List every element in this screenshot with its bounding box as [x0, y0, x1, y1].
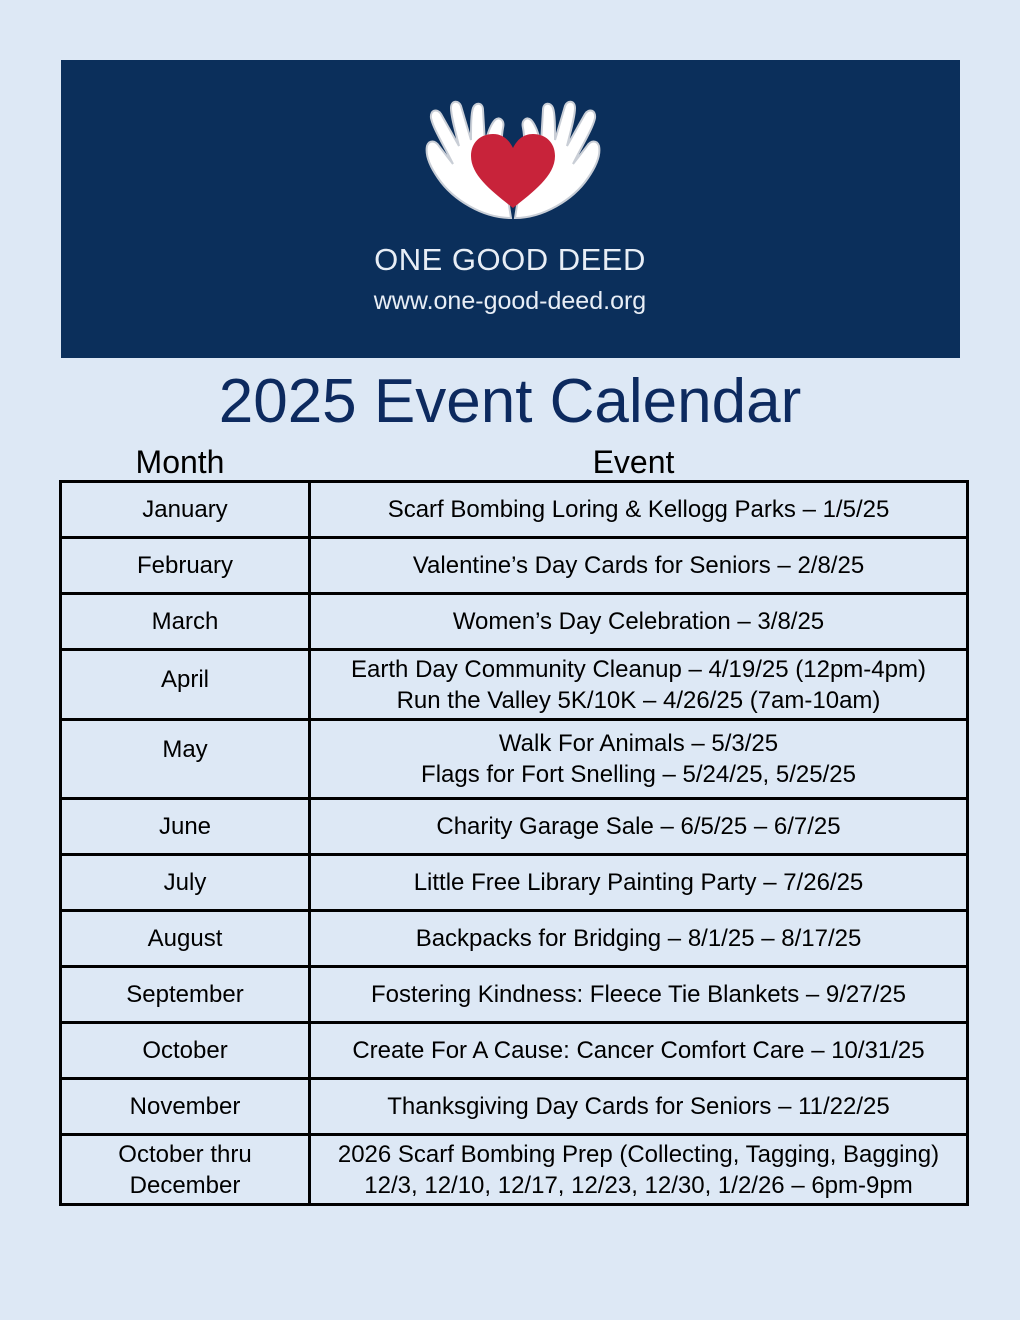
event-cell: [310, 538, 968, 594]
table-row: [61, 538, 968, 594]
month-column-header: Month: [135, 444, 225, 480]
month-text: December: [129, 1171, 241, 1199]
table-row: [61, 720, 968, 799]
event-cell: [310, 720, 968, 799]
event-cell: [310, 799, 968, 855]
table-row: [61, 594, 968, 650]
event-text: Walk For Animals – 5/3/25: [498, 730, 779, 757]
event-cell: [310, 650, 968, 720]
table-row: [61, 911, 968, 967]
event-cell: [310, 855, 968, 911]
month-cell: June: [61, 799, 310, 855]
table-row: [61, 799, 968, 855]
month-cell: November: [61, 1079, 310, 1135]
month-cell: October: [61, 1023, 310, 1079]
table-row: [61, 967, 968, 1023]
table-row: [61, 1023, 968, 1079]
event-text: Backpacks for Bridging – 8/1/25 – 8/17/25: [415, 925, 862, 952]
month-cell: January: [61, 482, 310, 538]
event-cell: [310, 1023, 968, 1079]
month-cell: [61, 1135, 310, 1205]
event-text: Women’s Day Celebration – 3/8/25: [452, 608, 825, 635]
month-cell: July: [61, 855, 310, 911]
event-text: Scarf Bombing Loring & Kellogg Parks – 1/5/25: [387, 496, 890, 523]
month-cell: May: [61, 720, 310, 799]
event-text: Create For A Cause: Cancer Comfort Care – 10/31/25: [352, 1037, 925, 1064]
org-name: ONE GOOD DEED: [374, 242, 646, 277]
table-row: [61, 855, 968, 911]
page-title: 2025 Event Calendar: [218, 367, 802, 436]
event-cell: [310, 482, 968, 538]
event-cell: [310, 911, 968, 967]
event-text: Little Free Library Painting Party – 7/26/25: [413, 869, 864, 896]
table-row: [61, 1135, 968, 1205]
event-text: 12/3, 12/10, 12/17, 12/23, 12/30, 1/2/26 – 6pm-9pm: [364, 1171, 913, 1199]
event-text: 2026 Scarf Bombing Prep (Collecting, Tagging, Bagging): [337, 1140, 940, 1168]
event-text: Earth Day Community Cleanup – 4/19/25 (12pm-4pm): [351, 655, 926, 683]
hands-heart-icon: [413, 100, 613, 225]
event-text: Thanksgiving Day Cards for Seniors – 11/22/25: [387, 1093, 890, 1120]
month-cell: September: [61, 967, 310, 1023]
table-row: [61, 1079, 968, 1135]
event-column-header: Event: [592, 444, 675, 480]
event-cell: [310, 967, 968, 1023]
event-text: Fostering Kindness: Fleece Tie Blankets – 9/27/25: [371, 981, 906, 1008]
month-cell: August: [61, 911, 310, 967]
table-row: [61, 650, 968, 720]
event-cell: [310, 594, 968, 650]
event-text: Charity Garage Sale – 6/5/25 – 6/7/25: [436, 813, 841, 840]
month-cell: April: [61, 650, 310, 720]
table-row: [61, 482, 968, 538]
event-cell: [310, 1079, 968, 1135]
month-cell: February: [61, 538, 310, 594]
event-cell: [310, 1135, 968, 1205]
event-text: Flags for Fort Snelling – 5/24/25, 5/25/25: [421, 761, 856, 788]
event-text: Run the Valley 5K/10K – 4/26/25 (7am-10am): [396, 686, 881, 714]
org-url: www.one-good-deed.org: [373, 287, 647, 315]
month-cell: March: [61, 594, 310, 650]
event-table: [59, 480, 969, 1206]
event-text: Valentine’s Day Cards for Seniors – 2/8/25: [412, 552, 865, 579]
month-text: October thru: [118, 1140, 252, 1168]
